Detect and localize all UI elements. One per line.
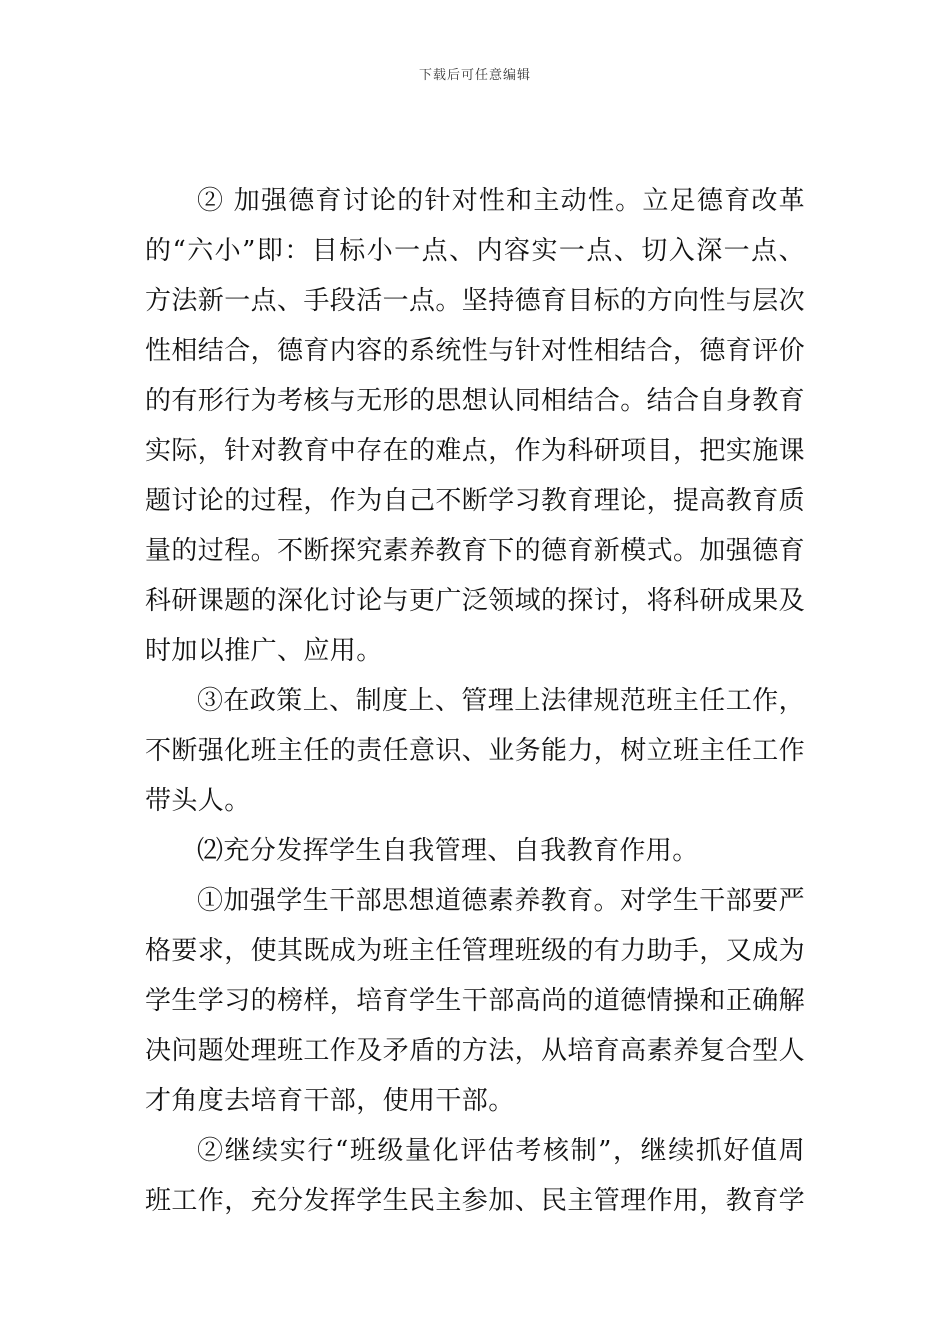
paragraph-class-teacher-policy: ③在政策上、制度上、管理上法律规范班主任工作，不断强化班主任的责任意识、业务能力，树立班主任工作带头人。 [145, 686, 806, 816]
paragraph-class-evaluation: ②继续实行“班级量化评估考核制”，继续抓好值周班工作，充分发挥学生民主参加、民主管理作用，教育学 [145, 1136, 806, 1216]
document-body [145, 176, 805, 1226]
page-header-note: 下载后可任意编辑 [418, 68, 531, 83]
paragraph-student-cadre-education: ①加强学生干部思想道德素养教育。对学生干部要严格要求，使其既成为班主任管理班级的有力助手，又成为学生学习的榜样，培育学生干部高尚的道德情操和正确解决问题处理班工作及矛盾的方法，从培育高素养复合型人才角度去培育干部，使用干部。 [145, 886, 806, 1116]
paragraph-student-self-management: ⑵充分发挥学生自我管理、自我教育作用。 [197, 836, 699, 866]
paragraph-moral-research: ② 加强德育讨论的针对性和主动性。立足德育改革的“六小”即：目标小一点、内容实一点、切入深一点、方法新一点、手段活一点。坚持德育目标的方向性与层次性相结合，德育内容的系统性与针对性相结合，德育评价的有形行为考核与无形的思想认同相结合。结合自身教育实际，针对教育中存在的难点，作为科研项目，把实施课题讨论的过程，作为自己不断学习教育理论，提高教育质量的过程。不断探究素养教育下的德育新模式。加强德育科研课题的深化讨论与更广泛领域的探讨，将科研成果及时加以推广、应用。 [145, 186, 806, 666]
